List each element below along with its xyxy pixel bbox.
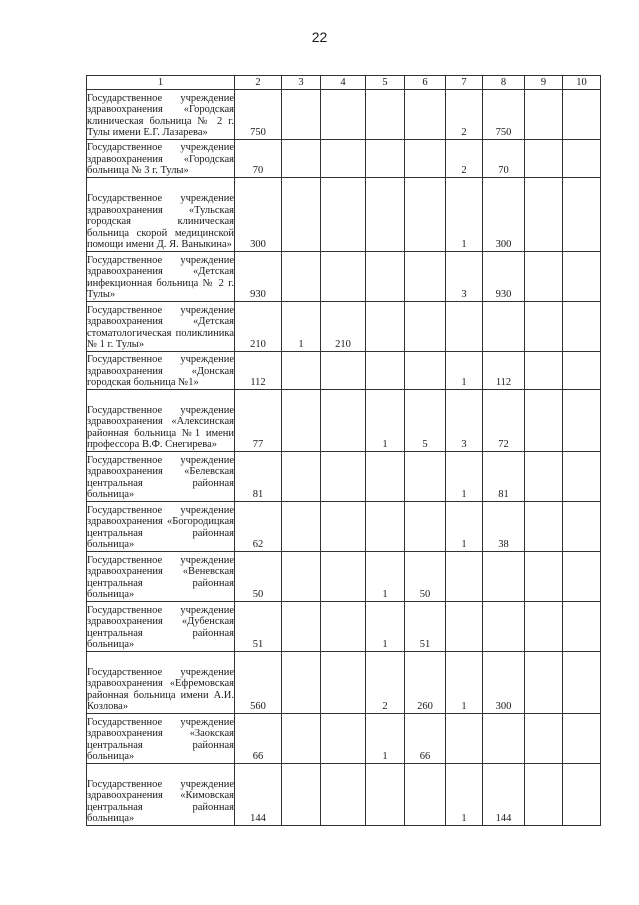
institution-name-cell xyxy=(87,178,235,252)
column-header-5: 5 xyxy=(366,76,405,90)
institution-name-cell xyxy=(87,452,235,502)
value-cell-c2: 81 xyxy=(235,452,282,502)
value-cell-c7: 2 xyxy=(446,140,483,178)
institution-name: Государственное учреждение здравоохранения «Алексинская районная больница №1 имени профессора В.Ф. Снегирева» xyxy=(87,404,234,451)
table-row xyxy=(87,252,601,302)
value-cell-c8: 144 xyxy=(483,764,525,826)
institution-name: Государственное учреждение здравоохранения «Детская стоматологическая поликлиника № 1 г. Тулы» xyxy=(87,304,234,351)
value-cell-c6 xyxy=(405,502,446,552)
value-cell-c5 xyxy=(366,178,405,252)
institution-name-cell xyxy=(87,502,235,552)
value-cell-c3 xyxy=(282,764,321,826)
value-cell-c8: 300 xyxy=(483,178,525,252)
value-cell-c5: 1 xyxy=(366,714,405,764)
value-cell-c2: 66 xyxy=(235,714,282,764)
column-header-7: 7 xyxy=(446,76,483,90)
value-cell-c4 xyxy=(321,652,366,714)
value-cell-c2: 210 xyxy=(235,302,282,352)
institution-name: Государственное учреждение здравоохранения «Городская клиническая больница № 2 г. Тулы имени Е.Г. Лазарева» xyxy=(87,92,234,139)
value-cell-c7: 1 xyxy=(446,652,483,714)
value-cell-c2: 51 xyxy=(235,602,282,652)
value-cell-c10 xyxy=(563,452,601,502)
column-header-3: 3 xyxy=(282,76,321,90)
value-cell-c9 xyxy=(525,652,563,714)
institution-name-cell xyxy=(87,352,235,390)
institution-name-cell xyxy=(87,302,235,352)
value-cell-c2: 750 xyxy=(235,90,282,140)
value-cell-c4 xyxy=(321,714,366,764)
value-cell-c10 xyxy=(563,178,601,252)
value-cell-c3 xyxy=(282,352,321,390)
institution-name: Государственное учреждение здравоохранения «Кимовская центральная районная больница» xyxy=(87,778,234,825)
value-cell-c2: 300 xyxy=(235,178,282,252)
value-cell-c9 xyxy=(525,552,563,602)
column-header-9: 9 xyxy=(525,76,563,90)
value-cell-c4 xyxy=(321,552,366,602)
value-cell-c6 xyxy=(405,352,446,390)
value-cell-c3 xyxy=(282,714,321,764)
value-cell-c8 xyxy=(483,552,525,602)
table-row xyxy=(87,714,601,764)
value-cell-c10 xyxy=(563,140,601,178)
value-cell-c6: 51 xyxy=(405,602,446,652)
value-cell-c5: 1 xyxy=(366,602,405,652)
value-cell-c8 xyxy=(483,602,525,652)
value-cell-c8: 81 xyxy=(483,452,525,502)
value-cell-c5: 1 xyxy=(366,552,405,602)
value-cell-c4: 210 xyxy=(321,302,366,352)
value-cell-c3 xyxy=(282,140,321,178)
value-cell-c7 xyxy=(446,552,483,602)
value-cell-c4 xyxy=(321,140,366,178)
value-cell-c4 xyxy=(321,352,366,390)
value-cell-c3: 1 xyxy=(282,302,321,352)
value-cell-c5 xyxy=(366,452,405,502)
value-cell-c7 xyxy=(446,714,483,764)
institution-name-cell xyxy=(87,652,235,714)
value-cell-c9 xyxy=(525,252,563,302)
value-cell-c6 xyxy=(405,302,446,352)
value-cell-c2: 50 xyxy=(235,552,282,602)
table-row xyxy=(87,502,601,552)
value-cell-c3 xyxy=(282,178,321,252)
table-header-row xyxy=(87,76,601,90)
value-cell-c6 xyxy=(405,140,446,178)
value-cell-c7: 3 xyxy=(446,390,483,452)
value-cell-c10 xyxy=(563,552,601,602)
value-cell-c6: 50 xyxy=(405,552,446,602)
column-header-2: 2 xyxy=(235,76,282,90)
value-cell-c2: 112 xyxy=(235,352,282,390)
value-cell-c5 xyxy=(366,140,405,178)
value-cell-c8: 72 xyxy=(483,390,525,452)
column-header-6: 6 xyxy=(405,76,446,90)
institution-name: Государственное учреждение здравоохранения «Ефремовская районная больница имени А.И. Козлова» xyxy=(87,666,234,713)
value-cell-c10 xyxy=(563,90,601,140)
institution-name: Государственное учреждение здравоохранения «Богородицкая центральная районная больница» xyxy=(87,504,234,551)
value-cell-c5: 2 xyxy=(366,652,405,714)
value-cell-c9 xyxy=(525,714,563,764)
value-cell-c2: 62 xyxy=(235,502,282,552)
value-cell-c2: 77 xyxy=(235,390,282,452)
value-cell-c9 xyxy=(525,352,563,390)
value-cell-c10 xyxy=(563,352,601,390)
value-cell-c2: 930 xyxy=(235,252,282,302)
value-cell-c9 xyxy=(525,764,563,826)
value-cell-c10 xyxy=(563,764,601,826)
value-cell-c3 xyxy=(282,452,321,502)
value-cell-c9 xyxy=(525,602,563,652)
institution-name-cell xyxy=(87,764,235,826)
value-cell-c5 xyxy=(366,764,405,826)
table-row xyxy=(87,352,601,390)
value-cell-c8: 930 xyxy=(483,252,525,302)
value-cell-c7: 1 xyxy=(446,502,483,552)
institution-name-cell xyxy=(87,90,235,140)
institution-name-cell xyxy=(87,390,235,452)
value-cell-c6 xyxy=(405,764,446,826)
institution-name: Государственное учреждение здравоохранения «Городская больница № 3 г. Тулы» xyxy=(87,142,234,177)
table-row xyxy=(87,552,601,602)
value-cell-c3 xyxy=(282,502,321,552)
table-row xyxy=(87,452,601,502)
institution-name: Государственное учреждение здравоохранения «Детская инфекционная больница № 2 г. Тулы» xyxy=(87,254,234,301)
value-cell-c10 xyxy=(563,502,601,552)
value-cell-c9 xyxy=(525,178,563,252)
value-cell-c8 xyxy=(483,302,525,352)
value-cell-c5 xyxy=(366,90,405,140)
value-cell-c8: 70 xyxy=(483,140,525,178)
value-cell-c5: 1 xyxy=(366,390,405,452)
value-cell-c3 xyxy=(282,652,321,714)
value-cell-c10 xyxy=(563,252,601,302)
value-cell-c6: 260 xyxy=(405,652,446,714)
value-cell-c4 xyxy=(321,252,366,302)
table-row xyxy=(87,178,601,252)
value-cell-c7: 2 xyxy=(446,90,483,140)
value-cell-c9 xyxy=(525,302,563,352)
value-cell-c4 xyxy=(321,602,366,652)
value-cell-c8: 112 xyxy=(483,352,525,390)
value-cell-c6 xyxy=(405,452,446,502)
institution-name: Государственное учреждение здравоохранения «Донская городская больница №1» xyxy=(87,354,234,389)
value-cell-c9 xyxy=(525,452,563,502)
value-cell-c10 xyxy=(563,302,601,352)
value-cell-c7: 1 xyxy=(446,764,483,826)
value-cell-c4 xyxy=(321,390,366,452)
value-cell-c6 xyxy=(405,178,446,252)
value-cell-c3 xyxy=(282,252,321,302)
value-cell-c7: 3 xyxy=(446,252,483,302)
value-cell-c10 xyxy=(563,602,601,652)
value-cell-c7 xyxy=(446,302,483,352)
value-cell-c3 xyxy=(282,90,321,140)
table-row xyxy=(87,90,601,140)
value-cell-c3 xyxy=(282,390,321,452)
value-cell-c10 xyxy=(563,714,601,764)
value-cell-c8: 300 xyxy=(483,652,525,714)
institution-name: Государственное учреждение здравоохранения «Заокская центральная районная больница» xyxy=(87,716,234,763)
table-row xyxy=(87,390,601,452)
institution-name: Государственное учреждение здравоохранения «Веневская центральная районная больница» xyxy=(87,554,234,601)
value-cell-c6 xyxy=(405,252,446,302)
value-cell-c9 xyxy=(525,502,563,552)
value-cell-c2: 560 xyxy=(235,652,282,714)
value-cell-c5 xyxy=(366,352,405,390)
value-cell-c7: 1 xyxy=(446,452,483,502)
value-cell-c9 xyxy=(525,90,563,140)
value-cell-c9 xyxy=(525,390,563,452)
institution-name-cell xyxy=(87,552,235,602)
value-cell-c8 xyxy=(483,714,525,764)
institution-name: Государственное учреждение здравоохранения «Дубенская центральная районная больница» xyxy=(87,604,234,651)
value-cell-c4 xyxy=(321,452,366,502)
value-cell-c2: 144 xyxy=(235,764,282,826)
value-cell-c8: 750 xyxy=(483,90,525,140)
value-cell-c3 xyxy=(282,602,321,652)
value-cell-c4 xyxy=(321,502,366,552)
value-cell-c4 xyxy=(321,178,366,252)
column-header-10: 10 xyxy=(563,76,601,90)
value-cell-c5 xyxy=(366,302,405,352)
value-cell-c3 xyxy=(282,552,321,602)
value-cell-c7: 1 xyxy=(446,178,483,252)
institution-name-cell xyxy=(87,252,235,302)
value-cell-c4 xyxy=(321,764,366,826)
value-cell-c2: 70 xyxy=(235,140,282,178)
column-header-1: 1 xyxy=(87,76,235,90)
table-row xyxy=(87,652,601,714)
table-row xyxy=(87,764,601,826)
table-row xyxy=(87,140,601,178)
table-row xyxy=(87,602,601,652)
value-cell-c5 xyxy=(366,252,405,302)
table-row xyxy=(87,302,601,352)
value-cell-c5 xyxy=(366,502,405,552)
value-cell-c6: 66 xyxy=(405,714,446,764)
institution-name-cell xyxy=(87,140,235,178)
institution-name: Государственное учреждение здравоохранения «Тульская городская клиническая больница скорой медицинской помощи имени Д. Я. Ваныкина» xyxy=(87,193,234,251)
value-cell-c9 xyxy=(525,140,563,178)
institution-name: Государственное учреждение здравоохранения «Белевская центральная районная больница» xyxy=(87,454,234,501)
institution-name-cell xyxy=(87,602,235,652)
institution-name-cell xyxy=(87,714,235,764)
data-table xyxy=(86,75,601,826)
page-number: 22 xyxy=(311,29,328,45)
value-cell-c7 xyxy=(446,602,483,652)
value-cell-c7: 1 xyxy=(446,352,483,390)
column-header-4: 4 xyxy=(321,76,366,90)
value-cell-c8: 38 xyxy=(483,502,525,552)
value-cell-c10 xyxy=(563,652,601,714)
value-cell-c10 xyxy=(563,390,601,452)
value-cell-c6 xyxy=(405,90,446,140)
value-cell-c4 xyxy=(321,90,366,140)
column-header-8: 8 xyxy=(483,76,525,90)
value-cell-c6: 5 xyxy=(405,390,446,452)
